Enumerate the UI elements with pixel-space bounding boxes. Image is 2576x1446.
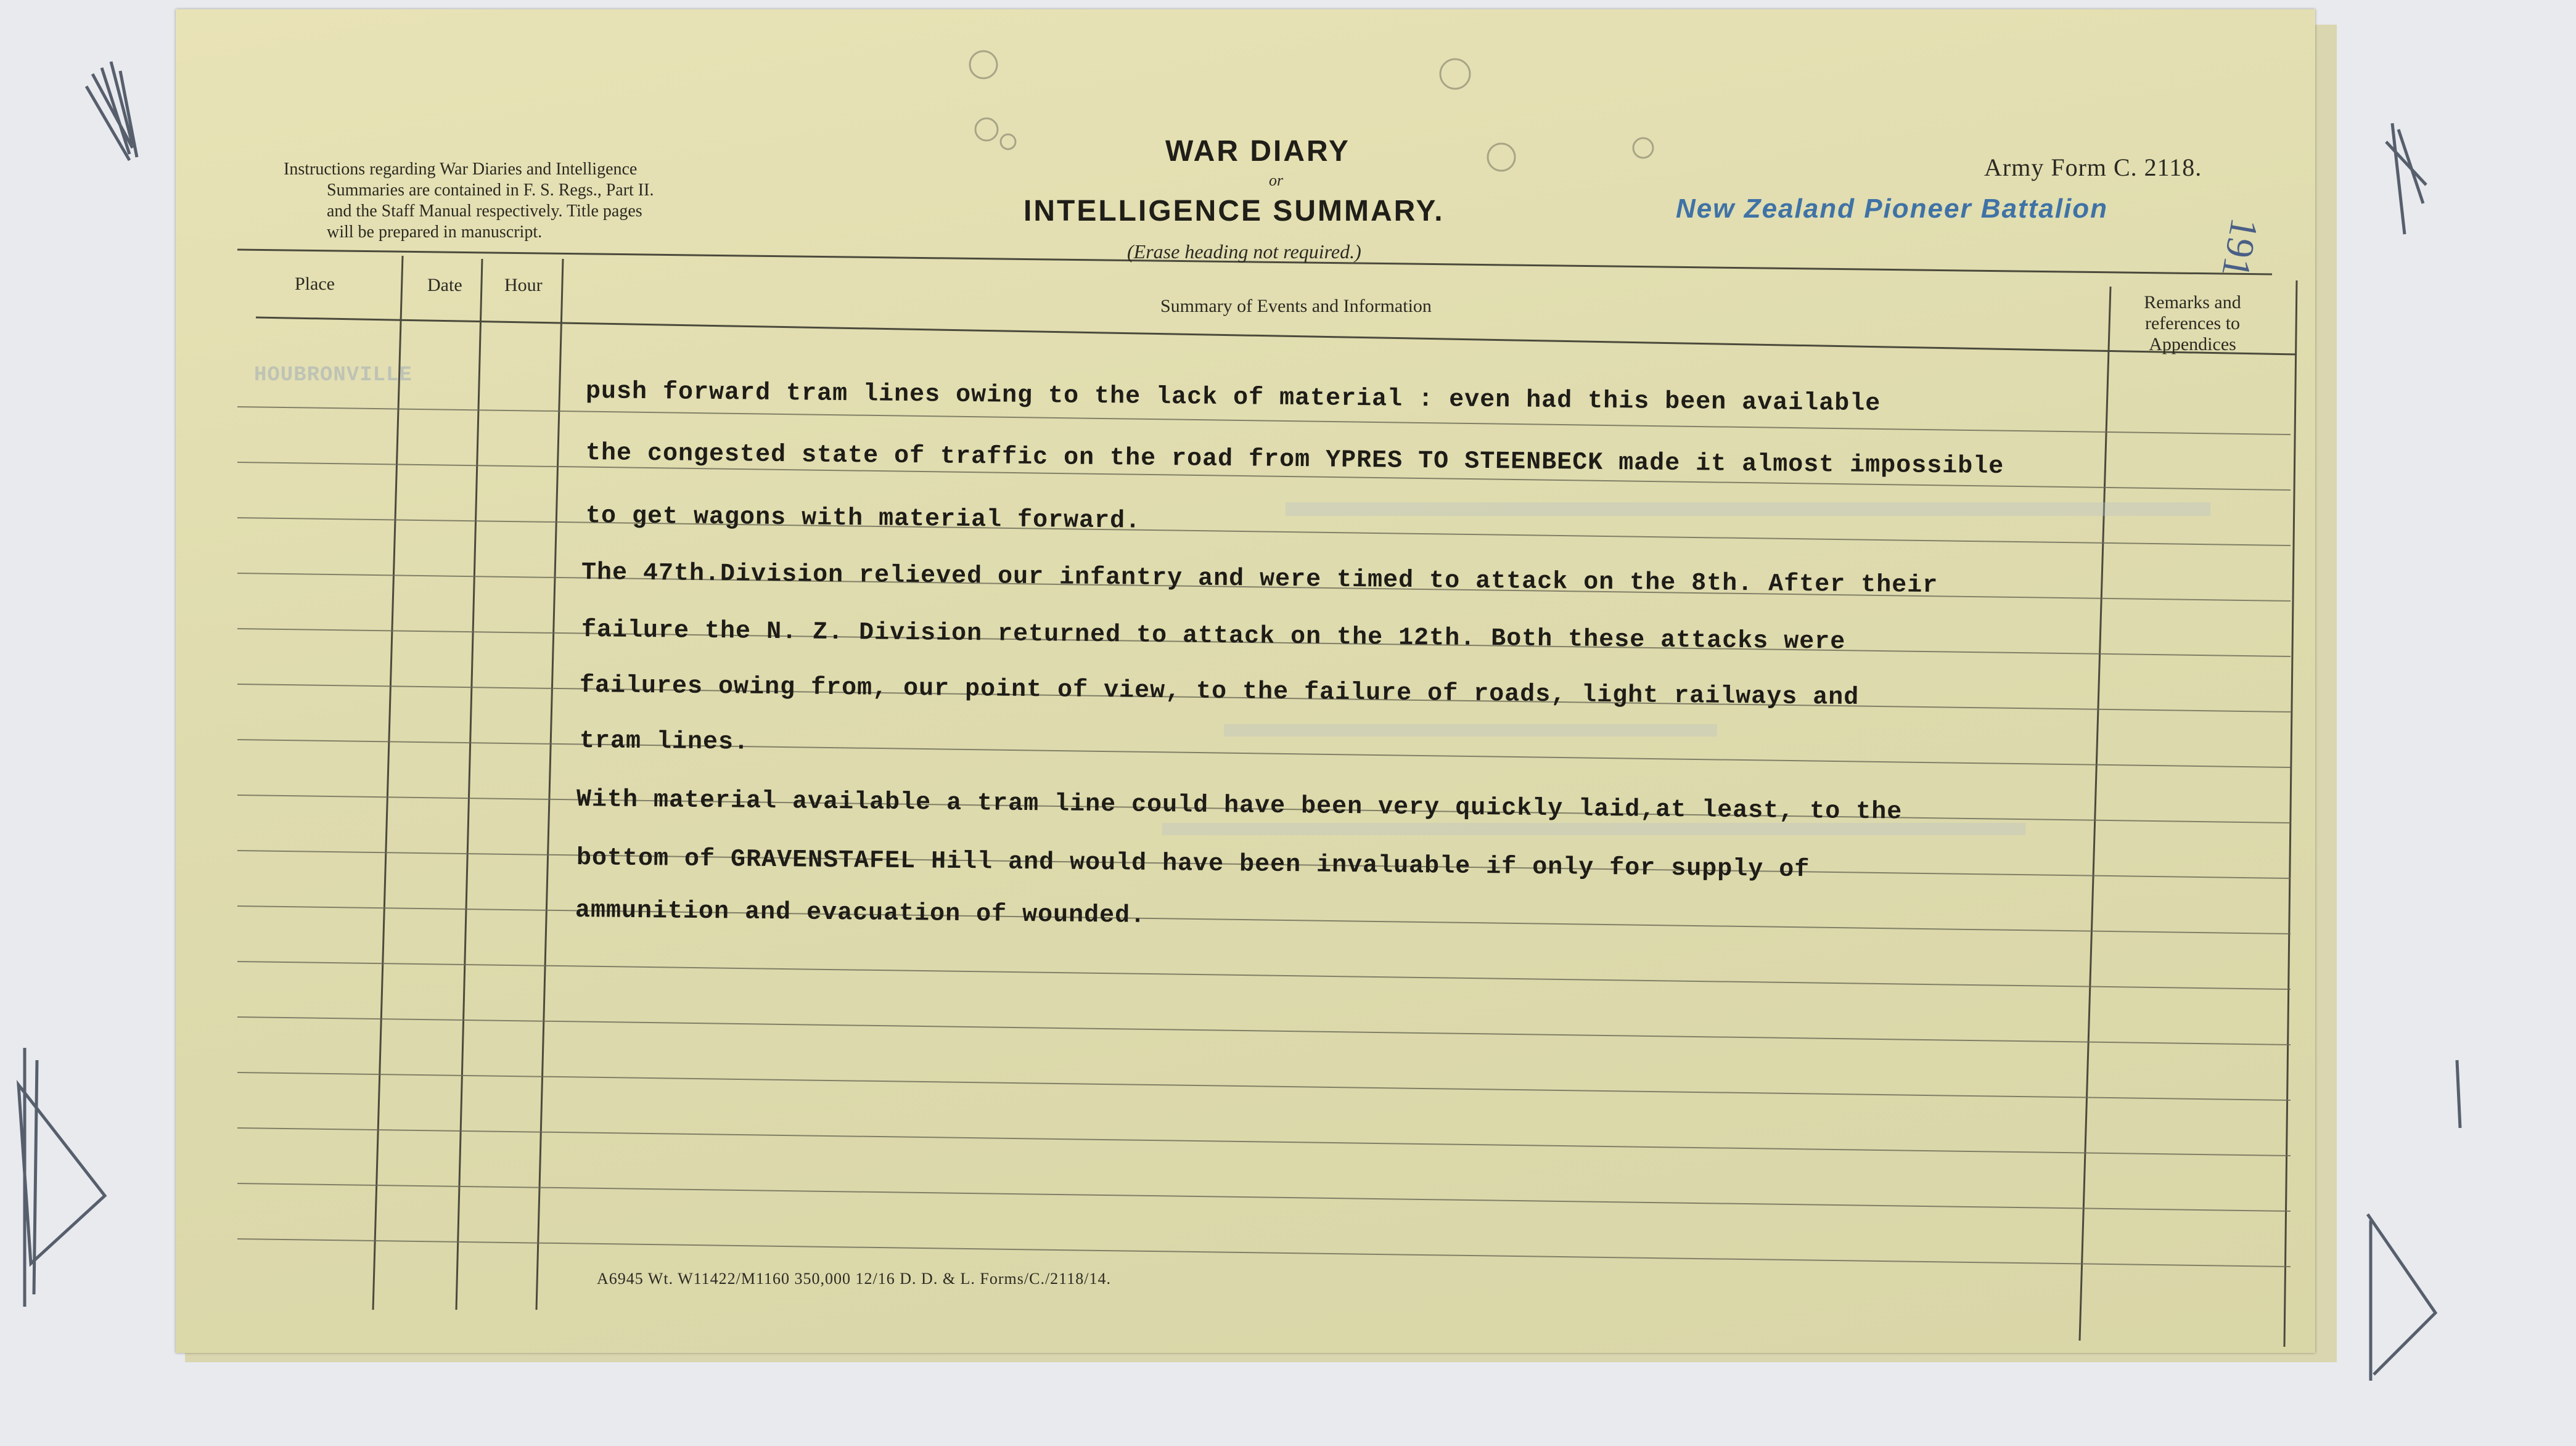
diary-line: bottom of GRAVENSTAFEL Hill and would have been invaluable if only for supply of: [576, 844, 1810, 884]
form-title-intelligence-summary: INTELLIGENCE SUMMARY.: [1023, 195, 1445, 227]
diary-line: failures owing from, our point of view, to the failure of roads, light railways and: [579, 672, 1860, 712]
war-diary-sheet: [176, 9, 2315, 1353]
column-header-place: Place: [295, 274, 335, 294]
form-title-or: or: [1269, 171, 1284, 189]
printer-imprint: A6945 Wt. W11422/M1160 350,000 12/16 D. D. & L. Forms/C./2118/14.: [597, 1270, 1111, 1288]
folio-number: 191: [2213, 214, 2267, 281]
diary-line: the congested state of traffic on the road from YPRES TO STEENBECK made it almost impossible: [585, 439, 2004, 481]
army-form-number: Army Form C. 2118.: [1984, 153, 2202, 181]
diary-line: failure the N. Z. Division returned to attack on the 12th. Both these attacks were: [581, 616, 1846, 656]
instructions-line: Summaries are contained in F. S. Regs., Part II.: [327, 181, 654, 200]
erase-heading-note: (Erase heading not required.): [1127, 240, 1361, 263]
column-header-hour: Hour: [504, 275, 543, 295]
unit-name-stamp: New Zealand Pioneer Battalion: [1676, 194, 2109, 224]
instructions-line: Instructions regarding War Diaries and Intelligence: [284, 160, 638, 179]
diary-line: to get wagons with material forward.: [585, 502, 1141, 536]
diary-line: tram lines.: [579, 727, 750, 757]
diary-line: push forward tram lines owing to the lack of material : even had this been available: [585, 378, 1881, 419]
diary-line: With material available a tram line could have been very quickly laid,at least, to the: [576, 786, 1903, 827]
ghost-place-text: HOUBRONVILLE: [254, 364, 412, 387]
column-header-date: Date: [427, 275, 462, 295]
instructions-line: will be prepared in manuscript.: [327, 223, 543, 242]
form-instructions: [284, 159, 777, 243]
column-header-remarks: Remarks and references to Appendices: [2144, 292, 2241, 354]
form-title-war-diary: WAR DIARY: [1165, 135, 1350, 168]
diary-line: The 47th.Division relieved our infantry and were timed to attack on the 8th. After their: [581, 559, 1938, 600]
column-header-summary: Summary of Events and Information: [1160, 296, 1432, 316]
diary-line: ammunition and evacuation of wounded.: [575, 897, 1146, 930]
instructions-line: and the Staff Manual respectively. Title pages: [327, 202, 642, 221]
